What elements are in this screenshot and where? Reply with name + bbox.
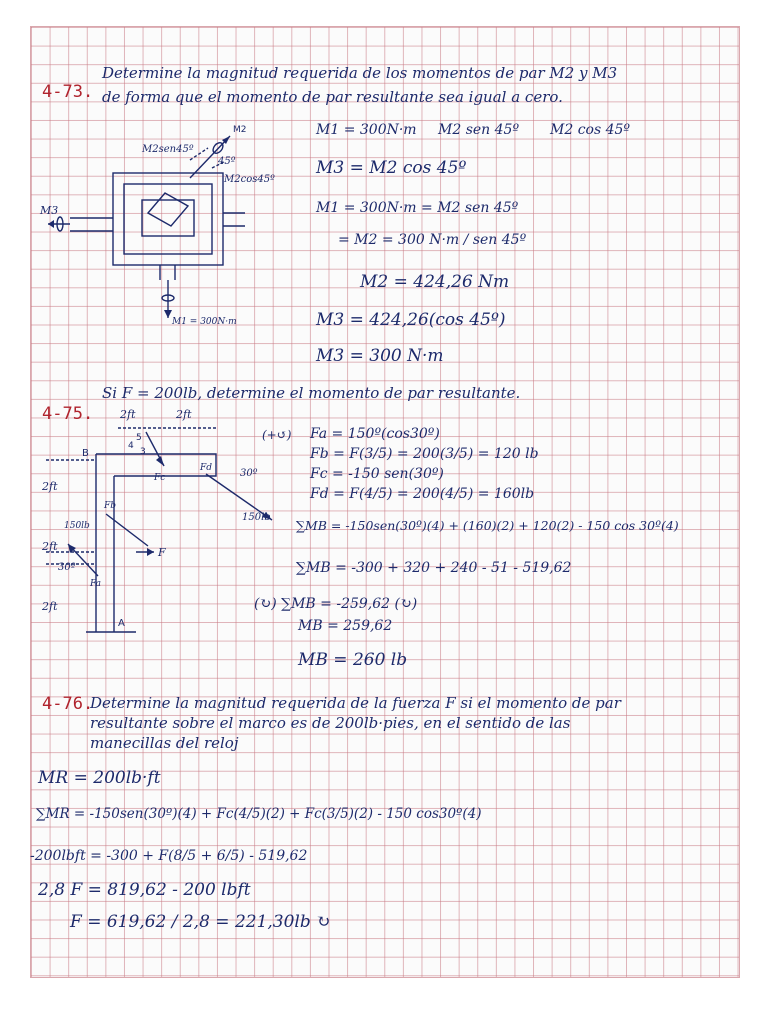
problem-73-statement-2: de forma que el momento de par resultante sea igual a cero. xyxy=(102,88,563,106)
fig73-m1-label: M1 = 300N·m xyxy=(172,317,237,327)
p73-work-m1: M1 = 300N·m xyxy=(316,122,417,138)
p75-work-sum-mb: ∑MB = -150sen(30º)(4) + (160)(2) + 120(2) - 150 cos 30º(4) xyxy=(296,518,679,533)
fig73-angle45-label: 45º xyxy=(218,156,236,167)
p73-work-m2-result: M2 = 424,26 Nm xyxy=(360,272,510,292)
fig73-m2sen45-label: M2sen45º xyxy=(142,144,194,155)
problem-75-statement: Si F = 200lb, determine el momento de par resultante. xyxy=(102,384,521,402)
p73-work-m3-eq: M3 = M2 cos 45º xyxy=(316,158,467,178)
fig75-angle30-top: 30º xyxy=(240,468,258,479)
p76-work-sum-mr: ∑MR = -150sen(30º)(4) + Fc(4/5)(2) + Fc(3/5)(2) - 150 cos30º(4) xyxy=(36,806,482,822)
fig73-m2-label: M2 xyxy=(233,125,247,135)
p73-work-m1-eq: M1 = 300N·m = M2 sen 45º xyxy=(316,200,519,216)
p73-work-m2-frac: = M2 = 300 N·m / sen 45º xyxy=(338,232,527,248)
fig75-fc: Fc xyxy=(154,473,166,483)
problem-76-statement-3: manecillas del reloj xyxy=(90,734,239,752)
fig75-150lb-top: 150lb xyxy=(242,512,271,523)
fig75-force-f: F xyxy=(158,546,166,559)
p75-work-fc: Fc = -150 sen(30º) xyxy=(310,466,444,482)
p75-work-mb: MB = 259,62 xyxy=(298,618,393,634)
fig75-dim-2ft-b: 2ft xyxy=(176,408,192,421)
fig75-fd: Fd xyxy=(200,463,213,473)
problem-number-76: 4-76. xyxy=(42,694,94,714)
problem-76-statement-2: resultante sobre el marco es de 200lb·pies, en el sentido de las xyxy=(90,714,571,732)
fig75-ratio-5: 5 xyxy=(136,433,142,443)
p75-work-sum-mb-values: ∑MB = -300 + 320 + 240 - 51 - 519,62 xyxy=(296,560,572,576)
fig75-dim-2ft-left3: 2ft xyxy=(42,600,58,613)
p75-work-fb: Fb = F(3/5) = 200(3/5) = 120 lb xyxy=(310,446,539,462)
p73-work-m2sen: M2 sen 45º xyxy=(438,122,520,138)
frame-column xyxy=(96,454,117,632)
force-f-diag xyxy=(106,514,148,546)
fig75-150lb-left: 150lb xyxy=(64,521,90,531)
fig75-angle30-left: 30º xyxy=(58,562,76,573)
p75-work-sum-mb-result: (↻) ∑MB = -259,62 (↻) xyxy=(254,596,418,612)
p76-work-f-result: F = 619,62 / 2,8 = 221,30lb ↻ xyxy=(70,912,331,932)
p73-work-m3-sub: M3 = 424,26(cos 45º) xyxy=(316,310,506,330)
p75-work-fa: Fa = 150º(cos30º) xyxy=(310,426,440,442)
p75-sign-convention: (+↺) xyxy=(262,428,292,442)
fig75-fa: Fa xyxy=(90,579,101,589)
p75-work-fd: Fd = F(4/5) = 200(4/5) = 160lb xyxy=(310,486,535,502)
fig75-dim-2ft-left1: 2ft xyxy=(42,480,58,493)
problem-76-statement-1: Determine la magnitud requerida de la fuerza F si el momento de par xyxy=(90,694,621,712)
p73-work-m2cos: M2 cos 45º xyxy=(550,122,630,138)
fig75-point-b: B xyxy=(82,448,89,459)
fig75-dim-2ft-a: 2ft xyxy=(120,408,136,421)
p75-work-mb-final: MB = 260 lb xyxy=(298,650,408,670)
outer-frame xyxy=(113,173,223,265)
fig75-fb: Fb xyxy=(104,501,117,511)
fig75-dim-2ft-left2: 2ft xyxy=(42,540,58,553)
fig73-m3-label: M3 xyxy=(40,204,59,217)
problem-number-73: 4-73. xyxy=(42,82,94,102)
problem-number-75: 4-75. xyxy=(42,404,94,424)
problem-73-statement-1: Determine la magnitud requerida de los momentos de par M2 y M3 xyxy=(102,64,618,82)
p73-work-m3-result: M3 = 300 N·m xyxy=(316,346,444,366)
problem-73-figure xyxy=(40,118,310,338)
fig75-point-a: A xyxy=(118,618,125,629)
p76-work-mr: MR = 200lb·ft xyxy=(38,768,161,788)
fig73-m2cos45-label: M2cos45º xyxy=(224,174,275,185)
p76-work-2-8f: 2,8 F = 819,62 - 200 lbft xyxy=(38,880,251,900)
fig75-ratio-3: 3 xyxy=(140,447,146,457)
p76-work-substitution: -200lbft = -300 + F(8/5 + 6/5) - 519,62 xyxy=(30,848,308,864)
fig75-ratio-4: 4 xyxy=(128,441,134,451)
